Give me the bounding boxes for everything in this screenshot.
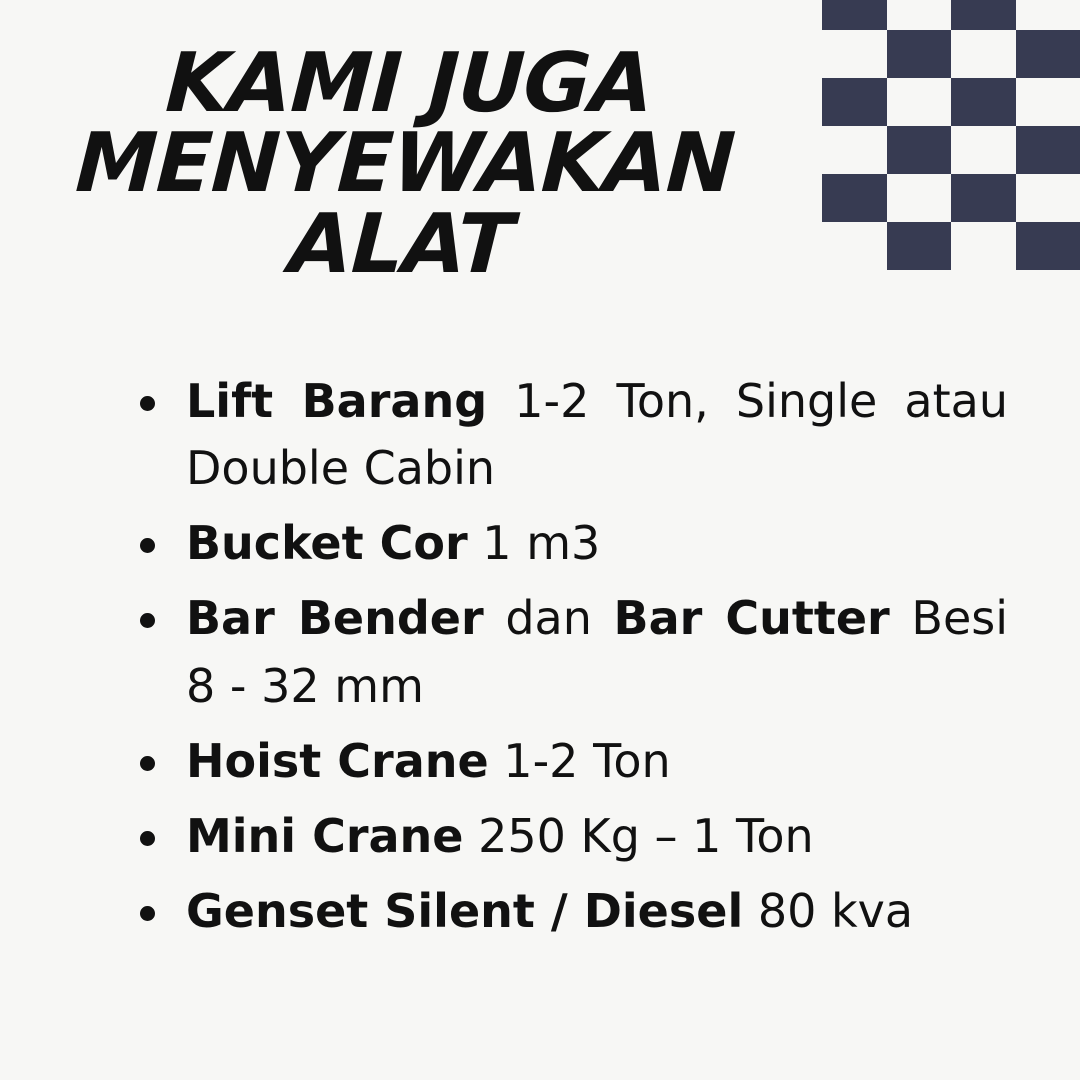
checker-cell	[1016, 78, 1080, 126]
list-item-detail: Besi 8 - 32 mm	[186, 591, 1009, 713]
list-item-title: Genset Silent / Diesel	[186, 884, 744, 939]
list-item-title: Lift Barang	[186, 374, 488, 428]
list-item-connector: dan	[483, 591, 614, 646]
checker-cell	[1016, 222, 1080, 270]
list-item	[128, 368, 1008, 502]
checker-cell	[887, 174, 952, 222]
checker-cell	[951, 126, 1016, 174]
checker-cell	[887, 78, 952, 126]
page-title-line-2: MENYEWAKAN	[73, 116, 737, 212]
checker-cell	[887, 222, 952, 270]
page-title-line-1: KAMI JUGA	[163, 36, 656, 131]
checker-cell	[951, 174, 1016, 222]
checkerboard-pattern-icon	[822, 0, 1080, 270]
checker-cell	[1016, 0, 1080, 30]
checker-cell	[1016, 30, 1080, 78]
checker-cell	[951, 222, 1016, 270]
list-item-detail: 80 kva	[743, 884, 914, 939]
checker-cell	[887, 30, 952, 78]
list-item	[128, 803, 1008, 870]
list-item-title-secondary: Bar Cutter	[613, 591, 890, 646]
checker-cell	[822, 222, 887, 270]
list-item-detail: 1 m3	[467, 516, 601, 571]
list-item-detail: 1-2 Ton, Single atau Double Cabin	[186, 374, 1008, 496]
equipment-list	[128, 368, 1008, 953]
checker-cell	[887, 126, 952, 174]
checker-cell	[822, 0, 887, 30]
list-item-detail: 1-2 Ton	[488, 733, 671, 788]
checker-cell	[1016, 174, 1080, 222]
list-item-title: Bucket Cor	[186, 516, 468, 571]
checker-cell	[951, 30, 1016, 78]
list-item	[128, 728, 1008, 795]
list-item-title: Hoist Crane	[186, 733, 489, 788]
checker-cell	[1016, 126, 1080, 174]
checker-cell	[822, 30, 887, 78]
checker-cell	[951, 0, 1016, 30]
list-item	[128, 585, 1008, 719]
list-item	[128, 878, 1008, 945]
list-item-title: Mini Crane	[186, 808, 464, 863]
page-title-line-3: ALAT	[286, 196, 515, 292]
checker-cell	[822, 78, 887, 126]
list-item-title: Bar Bender	[186, 591, 484, 646]
page-title	[0, 36, 816, 292]
checker-cell	[951, 78, 1016, 126]
list-item	[128, 510, 1008, 577]
checker-cell	[887, 0, 952, 30]
checker-cell	[822, 174, 887, 222]
list-item-detail: 250 Kg – 1 Ton	[463, 808, 814, 863]
checker-cell	[822, 126, 887, 174]
